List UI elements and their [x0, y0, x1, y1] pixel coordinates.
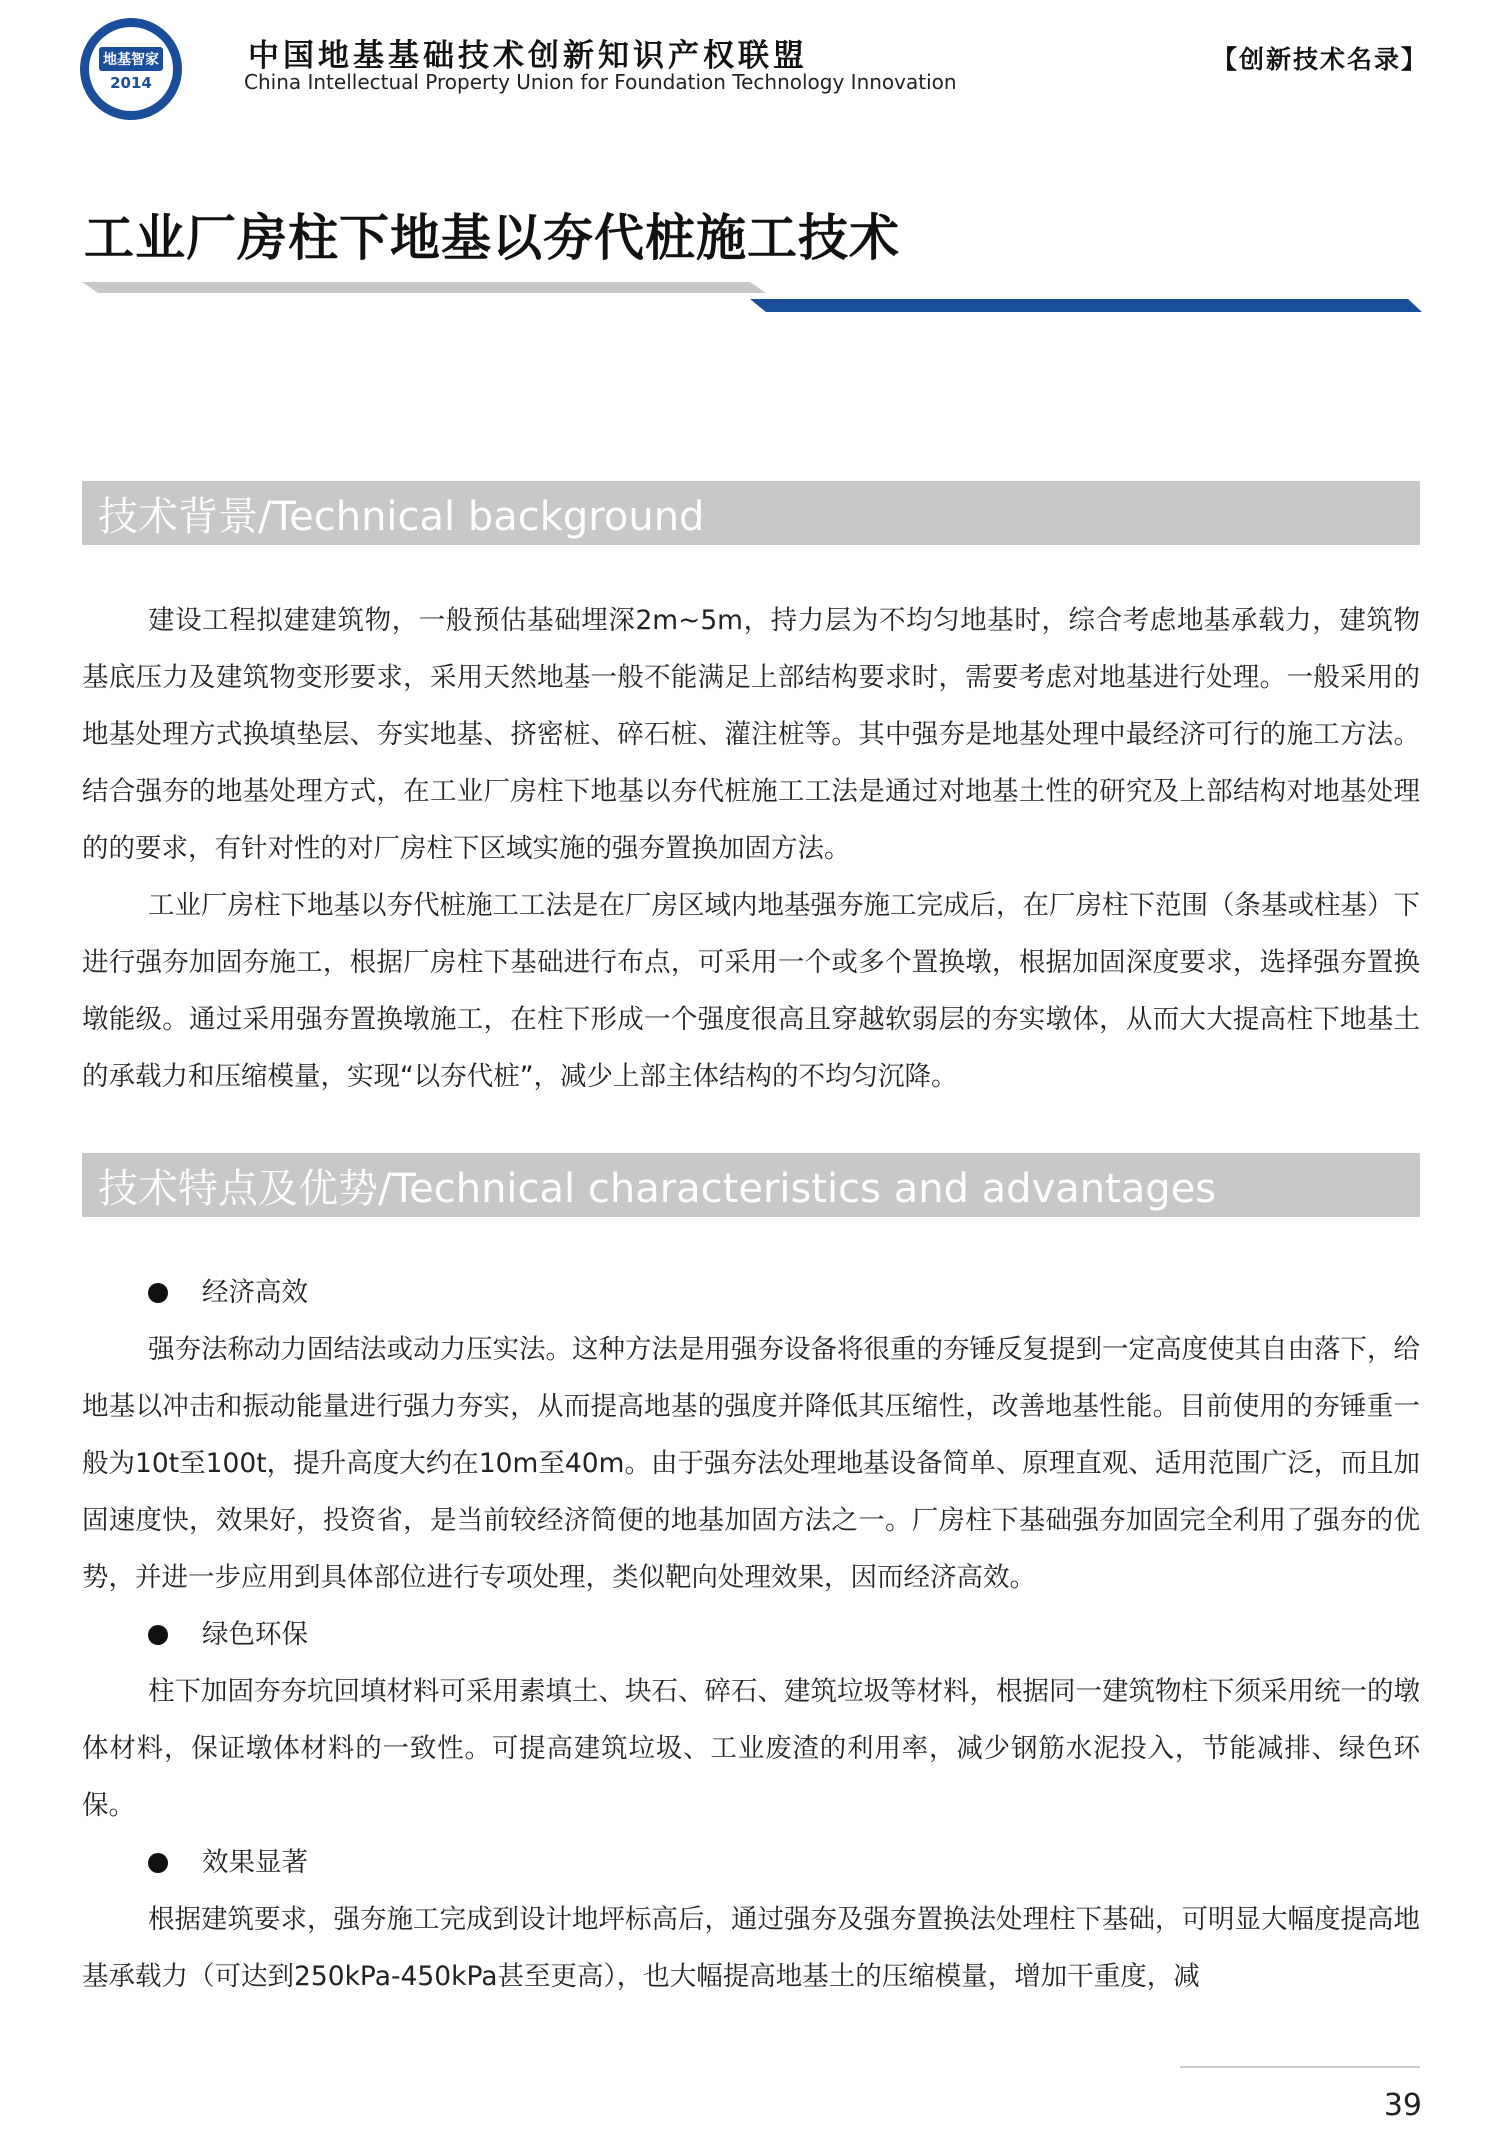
bullet-icon: [148, 1625, 168, 1645]
page-header: [0, 0, 1500, 110]
features-body: [82, 1264, 1420, 2005]
page-title: 工业厂房柱下地基以夯代桩施工技术: [84, 209, 900, 267]
feature-item-green: [82, 1606, 1420, 1663]
org-name-cn: 中国地基基础技术创新知识产权联盟: [248, 38, 808, 74]
catalog-tag: 【创新技术名录】: [1211, 45, 1428, 74]
section-header-features: [82, 1153, 1420, 1217]
feature-text-effect: 根据建筑要求，强夯施工完成到设计地坪标高后，通过强夯及强夯置换法处理柱下基础，可明显大幅度提高地基承载力（可达到250kPa-450kPa甚至更高），也大幅提高地基土的压缩模量，增加干重度，减: [82, 1904, 1420, 1992]
page-number: 39: [1383, 2088, 1422, 2123]
background-body: [82, 592, 1420, 1105]
logo-year: 2014: [110, 73, 152, 92]
bullet-icon: [148, 1853, 168, 1873]
background-paragraph-1: 建设工程拟建建筑物，一般预估基础埋深2m~5m，持力层为不均匀地基时，综合考虑地基承载力，建筑物基底压力及建筑物变形要求，采用天然地基一般不能满足上部结构要求时，需要考虑对地基进行处理。一般采用的地基处理方式换填垫层、夯实地基、挤密桩、碎石桩、灌注桩等。其中强夯是地基处理中最经济可行的施工方法。结合强夯的地基处理方式，在工业厂房柱下地基以夯代桩施工工法是通过对地基土性的研究及上部结构对地基处理的的要求，有针对性的对厂房柱下区域实施的强夯置换加固方法。: [82, 605, 1420, 864]
feature-label-effect: 效果显著: [202, 1847, 308, 1878]
section-header-background: [82, 481, 1420, 545]
feature-label-economic: 经济高效: [202, 1277, 308, 1308]
feature-item-effect: [82, 1834, 1420, 1891]
union-logo: [80, 18, 182, 120]
title-rule-blue: [750, 299, 1422, 312]
background-paragraph-2: 工业厂房柱下地基以夯代桩施工工法是在厂房区域内地基强夯施工完成后，在厂房柱下范围（条基或柱基）下进行强夯加固夯施工，根据厂房柱下基础进行布点，可采用一个或多个置换墩，根据加固深度要求，选择强夯置换墩能级。通过采用强夯置换墩施工，在柱下形成一个强度很高且穿越软弱层的夯实墩体，从而大大提高柱下地基土的承载力和压缩模量，实现“以夯代桩”，减少上部主体结构的不均匀沉降。: [82, 890, 1420, 1092]
title-rule-gray: [82, 282, 766, 293]
footer-rule: [1180, 2066, 1420, 2068]
section-title-features: 技术特点及优势/Technical characteristics and advantages: [98, 1165, 1217, 1212]
feature-item-economic: [82, 1264, 1420, 1321]
bullet-icon: [148, 1283, 168, 1303]
logo-inner: [89, 27, 173, 111]
feature-label-green: 绿色环保: [202, 1619, 308, 1650]
section-title-background: 技术背景/Technical background: [98, 493, 705, 540]
feature-text-economic: 强夯法称动力固结法或动力压实法。这种方法是用强夯设备将很重的夯锤反复提到一定高度使其自由落下，给地基以冲击和振动能量进行强力夯实，从而提高地基的强度并降低其压缩性，改善地基性能。目前使用的夯锤重一般为10t至100t，提升高度大约在10m至40m。由于强夯法处理地基设备简单、原理直观、适用范围广泛，而且加固速度快，效果好，投资省，是当前较经济简便的地基加固方法之一。厂房柱下基础强夯加固完全利用了强夯的优势，并进一步应用到具体部位进行专项处理，类似靶向处理效果，因而经济高效。: [82, 1334, 1420, 1593]
org-name-en: China Intellectual Property Union for Foundation Technology Innovation: [244, 70, 957, 94]
feature-text-green: 柱下加固夯夯坑回填材料可采用素填土、块石、碎石、建筑垃圾等材料，根据同一建筑物柱下须采用统一的墩体材料，保证墩体材料的一致性。可提高建筑垃圾、工业废渣的利用率，减少钢筋水泥投入，节能减排、绿色环保。: [82, 1676, 1420, 1821]
logo-name: 地基智家: [99, 47, 163, 71]
title-rule: [82, 282, 1422, 316]
